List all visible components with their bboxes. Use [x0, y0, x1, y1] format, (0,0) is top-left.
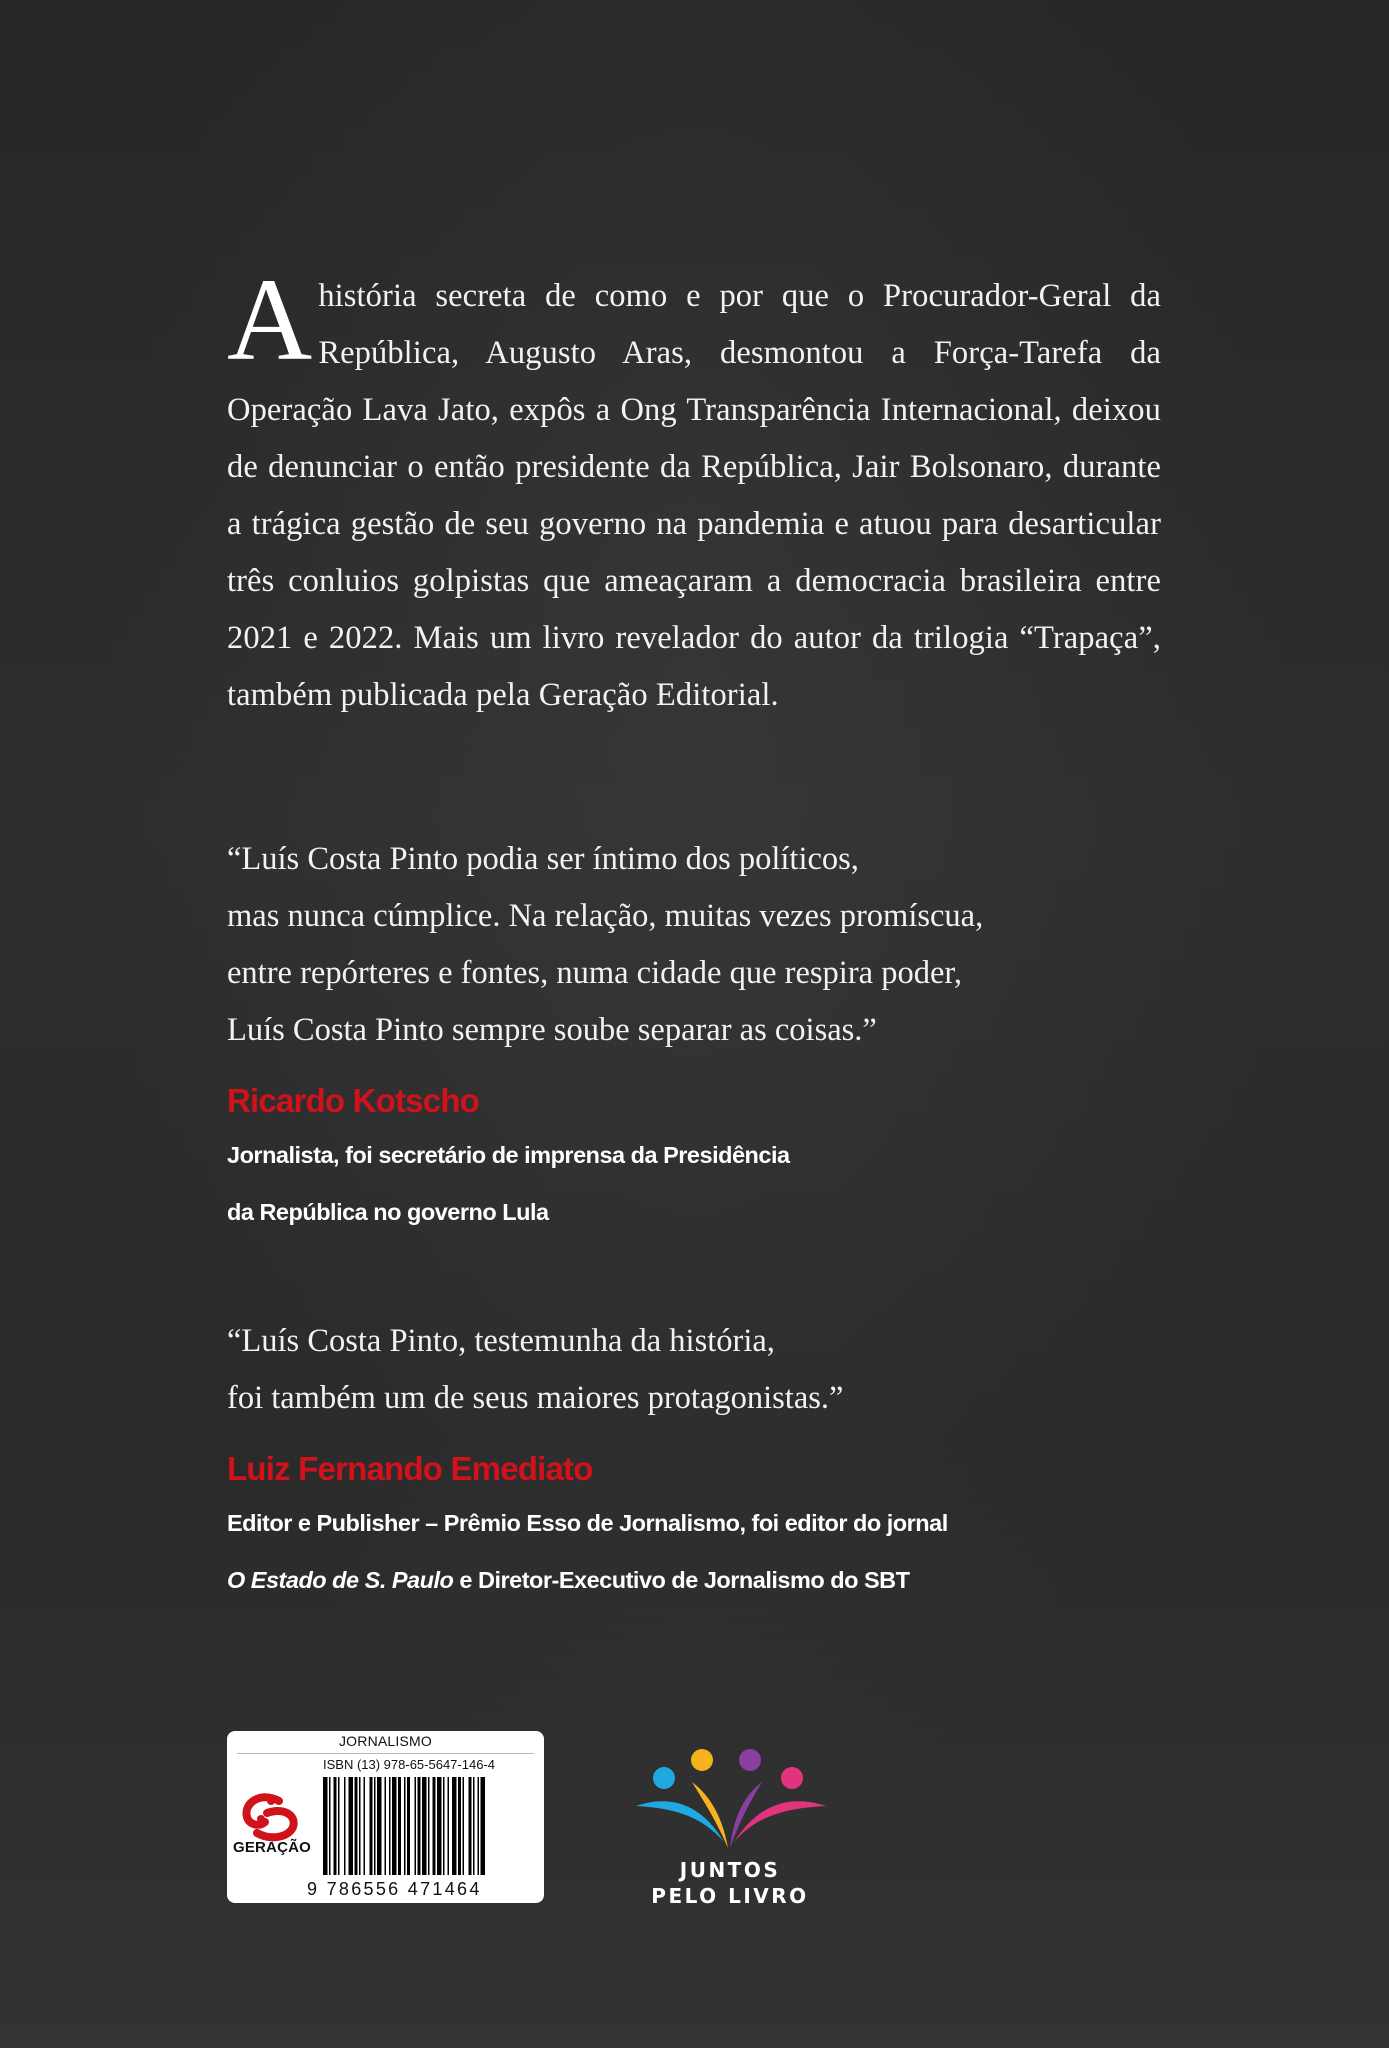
barcode-bar [385, 1777, 387, 1875]
isbn-label: ISBN (13) 978-65-5647-146-4 [323, 1757, 495, 1772]
barcode-bar [323, 1777, 328, 1875]
barcode-bar [338, 1777, 340, 1875]
testimonial-role-1 [227, 1127, 1161, 1241]
quote-line: “Luís Costa Pinto, testemunha da história, [227, 1323, 775, 1359]
barcode-bar [344, 1777, 346, 1875]
barcode-bar [374, 1777, 376, 1875]
barcode-bar [458, 1777, 461, 1875]
testimonial-role-2 [227, 1495, 1161, 1609]
barcode-bar [355, 1777, 358, 1875]
role-line: da República no governo Lula [227, 1199, 549, 1225]
barcode-bar [433, 1777, 436, 1875]
barcode-digits: 9 786556 471464 [307, 1879, 482, 1899]
synopsis-text: história secreta de como e por que o Procurador-Geral da República, Augusto Aras, desmontou a Força-Tarefa da Operação Lava Jato, expôs a Ong Transparência Internacional, deixou de denunciar o então presidente da República, Jair Bolsonaro, durante a trágica gestão de seu governo na pandemia e atuou para desarticular três conluios golpistas que ameaçaram a democracia brasileira entre 2021 e 2022. Mais um livro revelador do autor da trilogia “Trapaça”, também publicada pela Geração Editorial. [227, 278, 1161, 713]
role-line: Jornalista, foi secretário de imprensa da Presidência [227, 1142, 790, 1168]
barcode-bar [469, 1777, 472, 1875]
testimonial-quote-1 [227, 831, 1161, 1059]
barcode-bar [389, 1777, 391, 1875]
barcode-bar [398, 1777, 401, 1875]
barcode-bar [407, 1777, 410, 1875]
barcode-bar [364, 1777, 366, 1875]
category-label: JORNALISMO [338, 1733, 432, 1749]
quote-line: Luís Costa Pinto sempre soube separar as coisas.” [227, 1012, 877, 1048]
barcode-bar [334, 1777, 337, 1875]
barcode-bar [349, 1777, 354, 1875]
quote-line: foi também um de seus maiores protagonistas.” [227, 1380, 844, 1416]
quote-line: “Luís Costa Pinto podia ser íntimo dos políticos, [227, 841, 859, 877]
testimonial-author-2: Luiz Fernando Emediato [227, 1450, 593, 1487]
barcode-bar [437, 1777, 442, 1875]
barcode-bar [428, 1777, 430, 1875]
publisher-logo-text: GERAÇÃO [232, 1839, 312, 1856]
barcode-bar [448, 1777, 450, 1875]
barcode-bar [418, 1777, 421, 1875]
newspaper-title: O Estado de S. Paulo [227, 1567, 454, 1593]
quote-line: mas nunca cúmplice. Na relação, muitas vezes promíscua, [227, 898, 984, 934]
barcode-bars [323, 1777, 533, 1877]
quote-line: entre repórteres e fontes, numa cidade que respira poder, [227, 955, 963, 991]
divider [237, 1753, 534, 1754]
role-line [227, 1552, 1161, 1609]
barcode-bar [392, 1777, 397, 1875]
barcode-bar [359, 1777, 361, 1875]
synopsis-paragraph [227, 254, 1161, 724]
barcode-bar [422, 1777, 427, 1875]
barcode-bar [329, 1777, 331, 1875]
barcode-bar [452, 1777, 457, 1875]
testimonial-author-1: Ricardo Kotscho [227, 1082, 480, 1119]
barcode-bar [443, 1777, 445, 1875]
drop-cap: A [227, 254, 313, 385]
barcode-bar [473, 1777, 475, 1875]
content-column [227, 254, 1161, 1609]
barcode-bar [404, 1777, 406, 1875]
testimonial-quote-2 [227, 1313, 1161, 1427]
barcode-bar [481, 1777, 486, 1875]
isbn-barcode-box [227, 1731, 544, 1903]
barcode-bar [478, 1777, 480, 1875]
juntos-pelo-livro-line1: JUNTOS [679, 1858, 781, 1882]
barcode-bar [463, 1777, 465, 1875]
juntos-pelo-livro-line2: PELO LIVRO [651, 1884, 809, 1908]
role-line: Editor e Publisher – Prêmio Esso de Jornalismo, foi editor do jornal [227, 1510, 948, 1536]
barcode-bar [415, 1777, 417, 1875]
role-line-rest: e Diretor-Executivo de Jornalismo do SBT [453, 1567, 910, 1593]
barcode-bar [377, 1777, 382, 1875]
barcode-bar [370, 1777, 373, 1875]
